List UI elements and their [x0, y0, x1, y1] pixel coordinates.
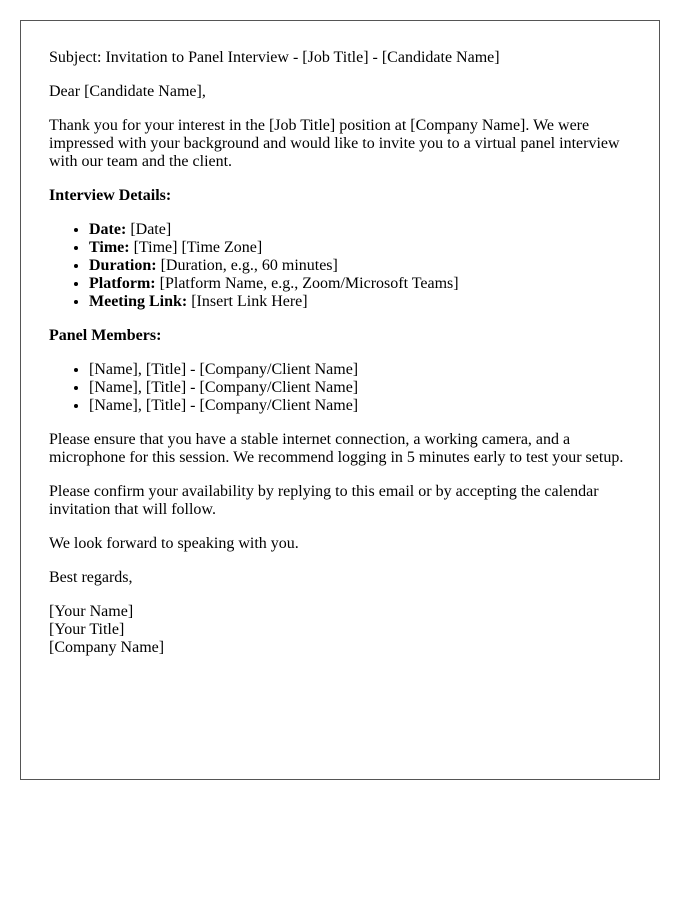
signature-company: [Company Name] — [49, 639, 165, 656]
greeting: Dear [Candidate Name], — [49, 83, 206, 100]
subject-line: Subject: Invitation to Panel Interview - [Job Title] - [Candidate Name] — [49, 49, 500, 66]
signature-title: [Your Title] — [49, 621, 125, 638]
interview-details-list — [49, 221, 631, 311]
detail-value: [Time] [Time Zone] — [129, 239, 263, 256]
closing-line: We look forward to speaking with you. — [49, 535, 299, 552]
detail-item-meeting-link — [89, 293, 631, 311]
sign-off: Best regards, — [49, 569, 133, 586]
detail-value: [Duration, e.g., 60 minutes] — [156, 257, 338, 274]
panel-member-item: • [Name], [Title] - [Company/Client Name] — [89, 361, 631, 379]
detail-label: Meeting Link: — [89, 293, 188, 310]
panel-members-list — [49, 361, 631, 415]
detail-label: Duration: — [89, 257, 157, 274]
detail-value: [Platform Name, e.g., Zoom/Microsoft Teams] — [155, 275, 459, 292]
detail-value: [Insert Link Here] — [187, 293, 308, 310]
detail-item-time — [89, 239, 631, 257]
detail-label: Date: — [89, 221, 127, 238]
detail-item-date — [89, 221, 631, 239]
letter-container — [20, 20, 660, 780]
intro-paragraph: Thank you for your interest in the [Job Title] position at [Company Name]. We were impressed with your background and would like to invite you to a virtual panel interview with our team and the client. — [49, 117, 620, 170]
detail-item-platform — [89, 275, 631, 293]
detail-item-duration — [89, 257, 631, 275]
detail-label: Platform: — [89, 275, 156, 292]
setup-paragraph: Please ensure that you have a stable internet connection, a working camera, and a microphone for this session. We recommend logging in 5 minutes early to test your setup. — [49, 431, 624, 466]
detail-value: [Date] — [126, 221, 172, 238]
panel-member-item: • [Name], [Title] - [Company/Client Name] — [89, 379, 631, 397]
panel-members-heading: Panel Members: — [49, 327, 162, 344]
detail-label: Time: — [89, 239, 130, 256]
panel-member-item: • [Name], [Title] - [Company/Client Name] — [89, 397, 631, 415]
signature-block — [49, 603, 631, 657]
confirm-paragraph: Please confirm your availability by replying to this email or by accepting the calendar invitation that will follow. — [49, 483, 599, 518]
interview-details-heading: Interview Details: — [49, 187, 172, 204]
signature-name: [Your Name] — [49, 603, 134, 620]
